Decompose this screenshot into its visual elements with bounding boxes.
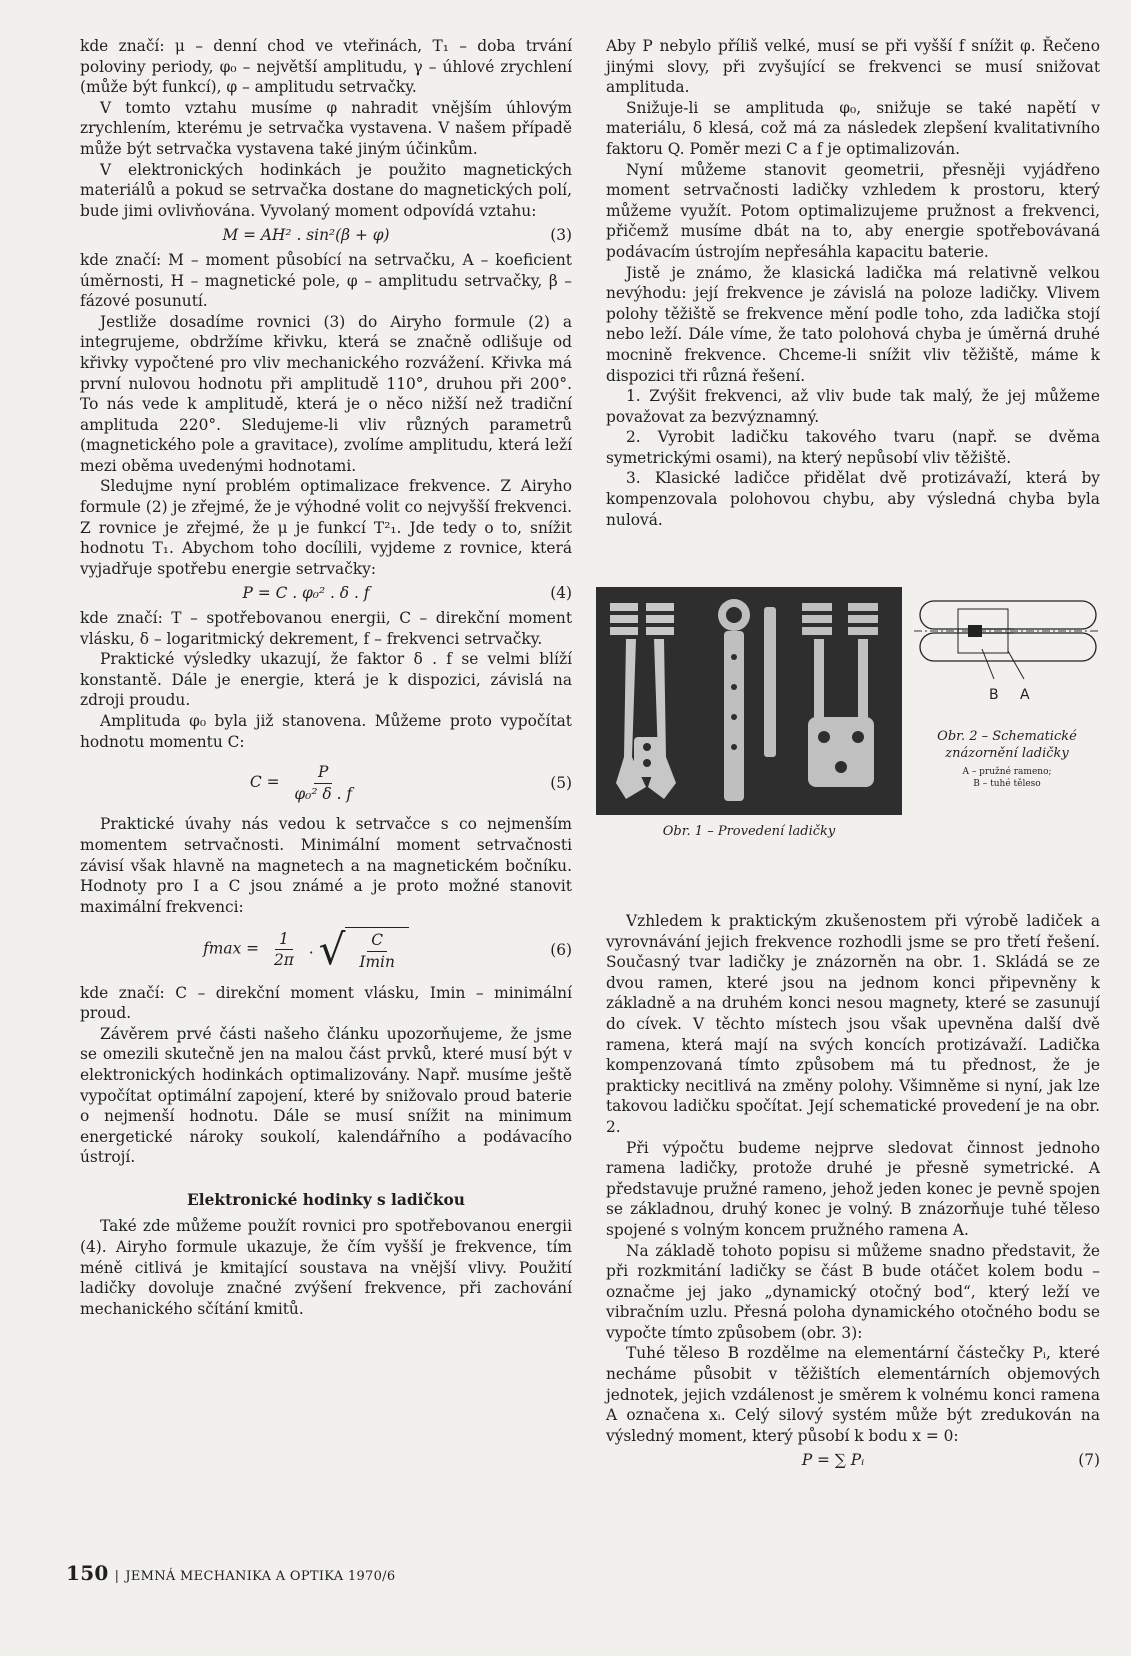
paragraph: Praktické výsledky ukazují, že faktor δ . f se velmi blíží konstantě. Dále je energie, která je k dispozici, závislá na zdroji proudu. [80,650,572,710]
fig2-diagram [914,587,1100,703]
paragraph: Sledujme nyní problém optimalizace frekvence. Z Airyho formule (2) je zřejmé, že je výhodné volit co nejvyšší frekvenci. Z rovnice je zřejmé, že μ je funkcí T²₁. Jde tedy o to, snížit hodnotu T₁. Abychom toho docílili, vyjdeme z rovnice, která vyjadřuje spotřebu energie setrvačky: [80,477,572,578]
paragraph: V elektronických hodinkách je použito magnetických materiálů a pokud se setrvačka dostane do magnetických polí, bude jimi ovlivňována. Vyvolaný moment odpovídá vztahu: [80,160,572,220]
paragraph: Při výpočtu budeme nejprve sledovat činnost jednoho ramena ladičky, protože druhé je přesně symetrické. A představuje pružné rameno, jehož jeden konec je pevně spojen se základnou, druhý konec je volný. B znázorňuje tuhé těleso spojené s volným koncem pružného ramena A. [606,1138,1100,1239]
paragraph: Na základě tohoto popisu si můžeme snadno představit, že při rozkmitání ladičky se část B bude otáčet kolem bodu – označme jej jako „dynamický otočný bod“, který leží ve vibračním uzlu. Přesná poloha dynamického otočného bodu se vypočte tímto způsobem (obr. 3): [606,1241,1100,1342]
paragraph: Jistě je známo, že klasická ladička má relativně velkou nevýhodu: její frekvence je závislá na poloze ladičky. Vlivem polohy těžiště se frekvence mění podle toho, zda ladička stojí nebo leží. Dále víme, že tato polohová chyba je úměrná druhé mocnině frekvence. Chceme-li snížit vliv těžiště, máme k dispozici tři různá řešení. [606,263,1100,385]
fig1-caption: Obr. 1 – Provedení ladičky [662,824,836,839]
equation-number: (7) [1078,1451,1100,1470]
equation-expr: M = AH² . sin²(β + φ) [222,226,390,245]
eq6-lhs: fmax = [203,939,260,958]
eq6-numerator: 1 [275,929,293,951]
equation-number: (4) [550,584,572,603]
paragraph: Aby P nebylo příliš velké, musí se při vyšší f snížit φ. Řečeno jinými slovy, při zvyšující se frekvenci se musí snižovat amplituda. [606,37,1100,97]
paragraph: kde značí: C – direkční moment vlásku, Imin – minimální proud. [80,983,572,1023]
journal-name: JEMNÁ MECHANIKA A OPTIKA 1970/6 [125,1569,396,1584]
paragraph: Nyní můžeme stanovit geometrii, přesněji vyjádřeno moment setrvačnosti ladičky vzhledem k prostoru, který můžeme využít. Potom optimalizujeme pružnost a frekvenci, přičemž musíme dbát na to, aby energie spotřebovávaná podávacím ústrojím nepřesáhla kapacitu baterie. [606,160,1100,261]
paragraph: Tuhé těleso B rozdělme na elementární částečky Pᵢ, které necháme působit v těžištích elementárních objemových jednotek, jejich vzdálenost je směrem k volnému konci ramena A označena xᵢ. Celý silový systém může být zredukován na výsledný moment, který působí k bodu x = 0: [606,1344,1100,1445]
page-footer [66,1561,395,1585]
equation-expr [80,924,532,974]
tuning-fork-schematic-icon [914,587,1100,717]
equation-number: (6) [550,940,572,959]
equation-7 [606,1450,1100,1471]
paragraph: kde značí: T – spotřebovanou energii, C – direkční moment vlásku, δ – logaritmický dekrement, f – frekvenci setrvačky. [80,609,572,648]
paragraph: Praktické úvahy nás vedou k setrvačce s co nejmenším momentem setrvačnosti. Minimální moment setrvačnosti závisí však hlavně na magnetech a na magnetickém bočníku. Hodnoty pro I a C jsou známé a je proto možné stanovit maximální frekvenci: [80,815,572,916]
equation-number: (3) [550,226,572,245]
equation-expr [80,762,532,804]
eq6-denominator: 2π [273,951,294,970]
footer-separator: | [114,1569,120,1584]
eq6-dot: . [308,939,314,958]
fig2-legend-a: A – pružné rameno; [962,767,1052,777]
fig2-label-b: B [989,687,999,703]
fig2-label-a: A [1020,687,1030,703]
equation-expr: P = C . φ₀² . δ . f [242,584,370,603]
section-heading: Elektronické hodinky s ladičkou [187,1190,465,1209]
right-column [606,36,1100,530]
paragraph: 2. Vyrobit ladičku takového tvaru (např. se dvěma symetrickými osami), na který nepůsobí vliv těžiště. [606,428,1100,467]
eq6-inner-fraction [355,930,399,972]
fig2-legend-b: B – tuhé těleso [973,779,1041,789]
eq6-fraction [270,929,298,971]
paragraph: kde značí: M – moment působící na setrvačku, A – koeficient úměrnosti, H – magnetické pole, φ – amplitudu setrvačky, β – fázové posunutí. [80,250,572,311]
eq5-lhs: C = [249,773,280,792]
paragraph: Snižuje-li se amplituda φ₀, snižuje se také napětí v materiálu, δ klesá, což má za následek zlepšení kvalitativního faktoru Q. Poměr mezi C a f je optimalizován. [606,98,1100,158]
equation-5 [80,762,572,804]
paragraph: 1. Zvýšit frekvenci, až vliv bude tak malý, že jej můžeme považovat za bezvýznamný. [606,387,1100,426]
eq6-sqrt [318,924,409,974]
equation-number: (5) [550,773,572,792]
radicand [345,927,409,972]
radical-sign: √ [318,924,346,974]
equation-3 [80,225,572,246]
left-column [80,36,572,1319]
paragraph: V tomto vztahu musíme φ nahradit vnějším úhlovým zrychlením, kterému je setrvačka vystavena. V našem případě může být setrvačka vystavena také jiným účinkům. [80,98,572,158]
eq5-fraction [290,762,356,804]
paragraph: Amplituda φ₀ byla již stanovena. Můžeme proto vypočítat hodnotu momentu C: [80,712,572,751]
eq6-inner-denominator: Imin [359,952,395,971]
paragraph: Také zde můžeme použít rovnici pro spotřebovanou energii (4). Airyho formule ukazuje, že čím vyšší je frekvence, tím méně citlivá je kmitající soustava na vnější vlivy. Použití ladičky dovoluje značné zvýšení frekvence, při zachování mechanického sčítání kmitů. [80,1217,572,1318]
eq5-numerator: P [314,762,332,784]
equation-4 [80,583,572,604]
page-number: 150 [66,1561,109,1585]
paragraph: 3. Klasické ladičce přidělat dvě protizávaží, která by kompenzovala polohovou chybu, aby výsledná chyba byla nulová. [606,469,1100,529]
tuning-fork-photo-icon [596,587,902,815]
equation-6 [80,924,572,974]
fig2-legend [914,766,1100,790]
right-column-lower [606,911,1100,1475]
paragraph: Jestliže dosadíme rovnici (3) do Airyho formule (2) a integrujeme, obdržíme křivku, která se značně odlišuje od křivky vypočtené pro vliv mechanického rozvážení. Křivka má první nulovou hodnotu při amplitudě 110°, druhou při 200°. To nás vede k amplitudě, která je o něco nižší než tradiční amplituda 220°. Sledujeme-li vliv různých parametrů (magnetického pole a gravitace), zvolíme amplitudu, která leží mezi oběma uvedenými hodnotami. [80,312,572,475]
paragraph: Závěrem prvé části našeho článku upozorňujeme, že jsme se omezili skutečně jen na malou část prvků, které musí být v elektronických hodinkách optimalizovány. Např. musíme ještě vypočítat optimální zapojení, které by snižovalo proud baterie o nejmenší hodnotu. Dále se musí snížit na minimum energetické nároky soukolí, kalendářního a podávacího ústrojí. [80,1024,572,1167]
eq5-denominator: φ₀² δ . f [294,784,353,803]
fig1-photo [596,587,902,815]
figures [596,585,1106,885]
paragraph: Vzhledem k praktickým zkušenostem při výrobě ladiček a vyrovnávání jejich frekvence rozhodli jsme se pro třetí řešení. Současný tvar ladičky je znázorněn na obr. 1. Skládá se ze dvou ramen, které jsou na jednom konci připevněny k základně a na druhém konci nesou magnety, které se zasunují do cívek. V těchto místech jsou však upevněna další dvě ramena, která mají na svých koncích protizávaží. Ladička kompenzovaná tímto způsobem má tu přednost, že je prakticky necitlivá na změny polohy. Všimněme si nyní, jak lze takovou ladičku spočítat. Její schematické provedení je na obr. 2. [606,912,1100,1136]
equation-expr: P = ∑ Pᵢ [801,1451,865,1470]
paragraph: kde značí: μ – denní chod ve vteřinách, T₁ – doba trvání poloviny periody, φ₀ – největší amplitudu, γ – úhlové zrychlení (může být funkcí), φ – amplitudu setrvačky. [80,37,572,97]
eq6-inner-numerator: C [367,930,387,952]
fig2-caption: Obr. 2 – Schematické znázornění ladičky [937,729,1077,761]
